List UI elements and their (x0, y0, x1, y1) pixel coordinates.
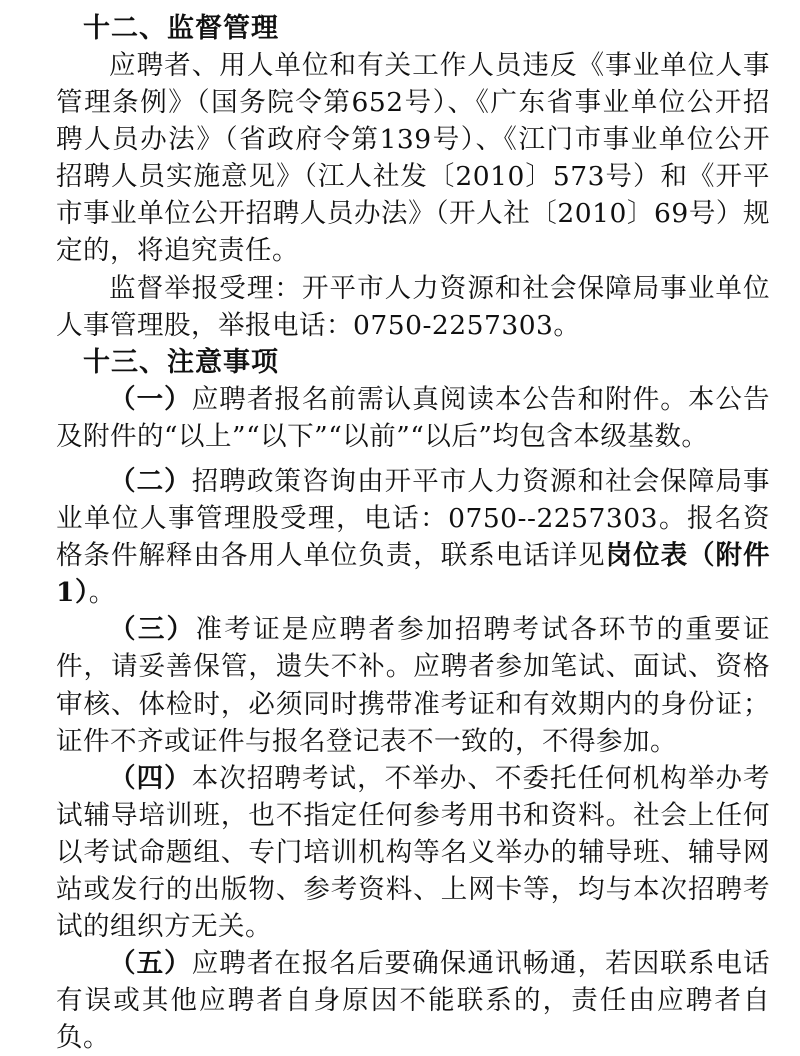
notice-item-2-post-table: 岗位表（附件1） (56, 540, 771, 609)
notice-item-2-number: （二） (109, 465, 192, 497)
notice-item-2-text: 招聘政策咨询由开平市人力资源和社会保障局事业单位人事管理股受理，电话：0750--2257303。报名资格条件解释由各用人单位负责，联系电话详见 (56, 465, 771, 572)
notice-item-4 (56, 760, 770, 945)
notice-item-3 (56, 611, 770, 759)
notice-item-5-text: 应聘者在报名后要确保通讯畅通，若因联系电话有误或其他应聘者自身原因不能联系的，责任由应聘者自负。 (56, 948, 771, 1054)
section-heading-notices: 十三、注意事项 (83, 346, 279, 378)
notice-item-5-number: （五） (109, 948, 192, 980)
paragraph-violation-liability: 应聘者、用人单位和有关工作人员违反《事业单位人事管理条例》（国务院令第652号）、《广东省事业单位公开招聘人员办法》（省政府令第139号）、《江门市事业单位公开招聘人员实施意见》（江人社发〔2010〕573号）和《开平市事业单位公开招聘人员办法》（开人社〔2010〕69号）规定的，将追究责任。 (56, 50, 770, 267)
paragraph-report-hotline: 监督举报受理：开平市人力资源和社会保障局事业单位人事管理股，举报电话：0750-2257303。 (56, 272, 770, 341)
notice-item-4-text: 本次招聘考试，不举办、不委托任何机构举办考试辅导培训班，也不指定任何参考用书和资料。社会上任何以考试命题组、专门培训机构等名义举办的辅导班、辅导网站或发行的出版物、参考资料、上网卡等，均与本次招聘考试的组织方无关。 (56, 762, 771, 943)
notice-item-2 (56, 463, 770, 611)
notice-item-1-number: （一） (109, 383, 192, 415)
notice-item-2-end: 。 (88, 577, 116, 609)
notice-item-1-text: 应聘者报名前需认真阅读本公告和附件。本公告及附件的“以上”“以下”“以前”“以后”均包含本级基数。 (56, 383, 771, 452)
notice-item-5 (56, 945, 770, 1056)
document-content (56, 0, 770, 1056)
notice-item-3-number: （三） (109, 614, 196, 646)
notice-item-4-number: （四） (109, 762, 192, 794)
notice-item-3-text: 准考证是应聘者参加招聘考试各环节的重要证件，请妥善保管，遗失不补。应聘者参加笔试、面试、资格审核、体检时，必须同时携带准考证和有效期内的身份证；证件不齐或证件与报名登记表不一致的，不得参加。 (56, 614, 771, 757)
section-heading-supervision: 十二、监督管理 (83, 13, 279, 44)
notice-item-1 (56, 381, 770, 455)
